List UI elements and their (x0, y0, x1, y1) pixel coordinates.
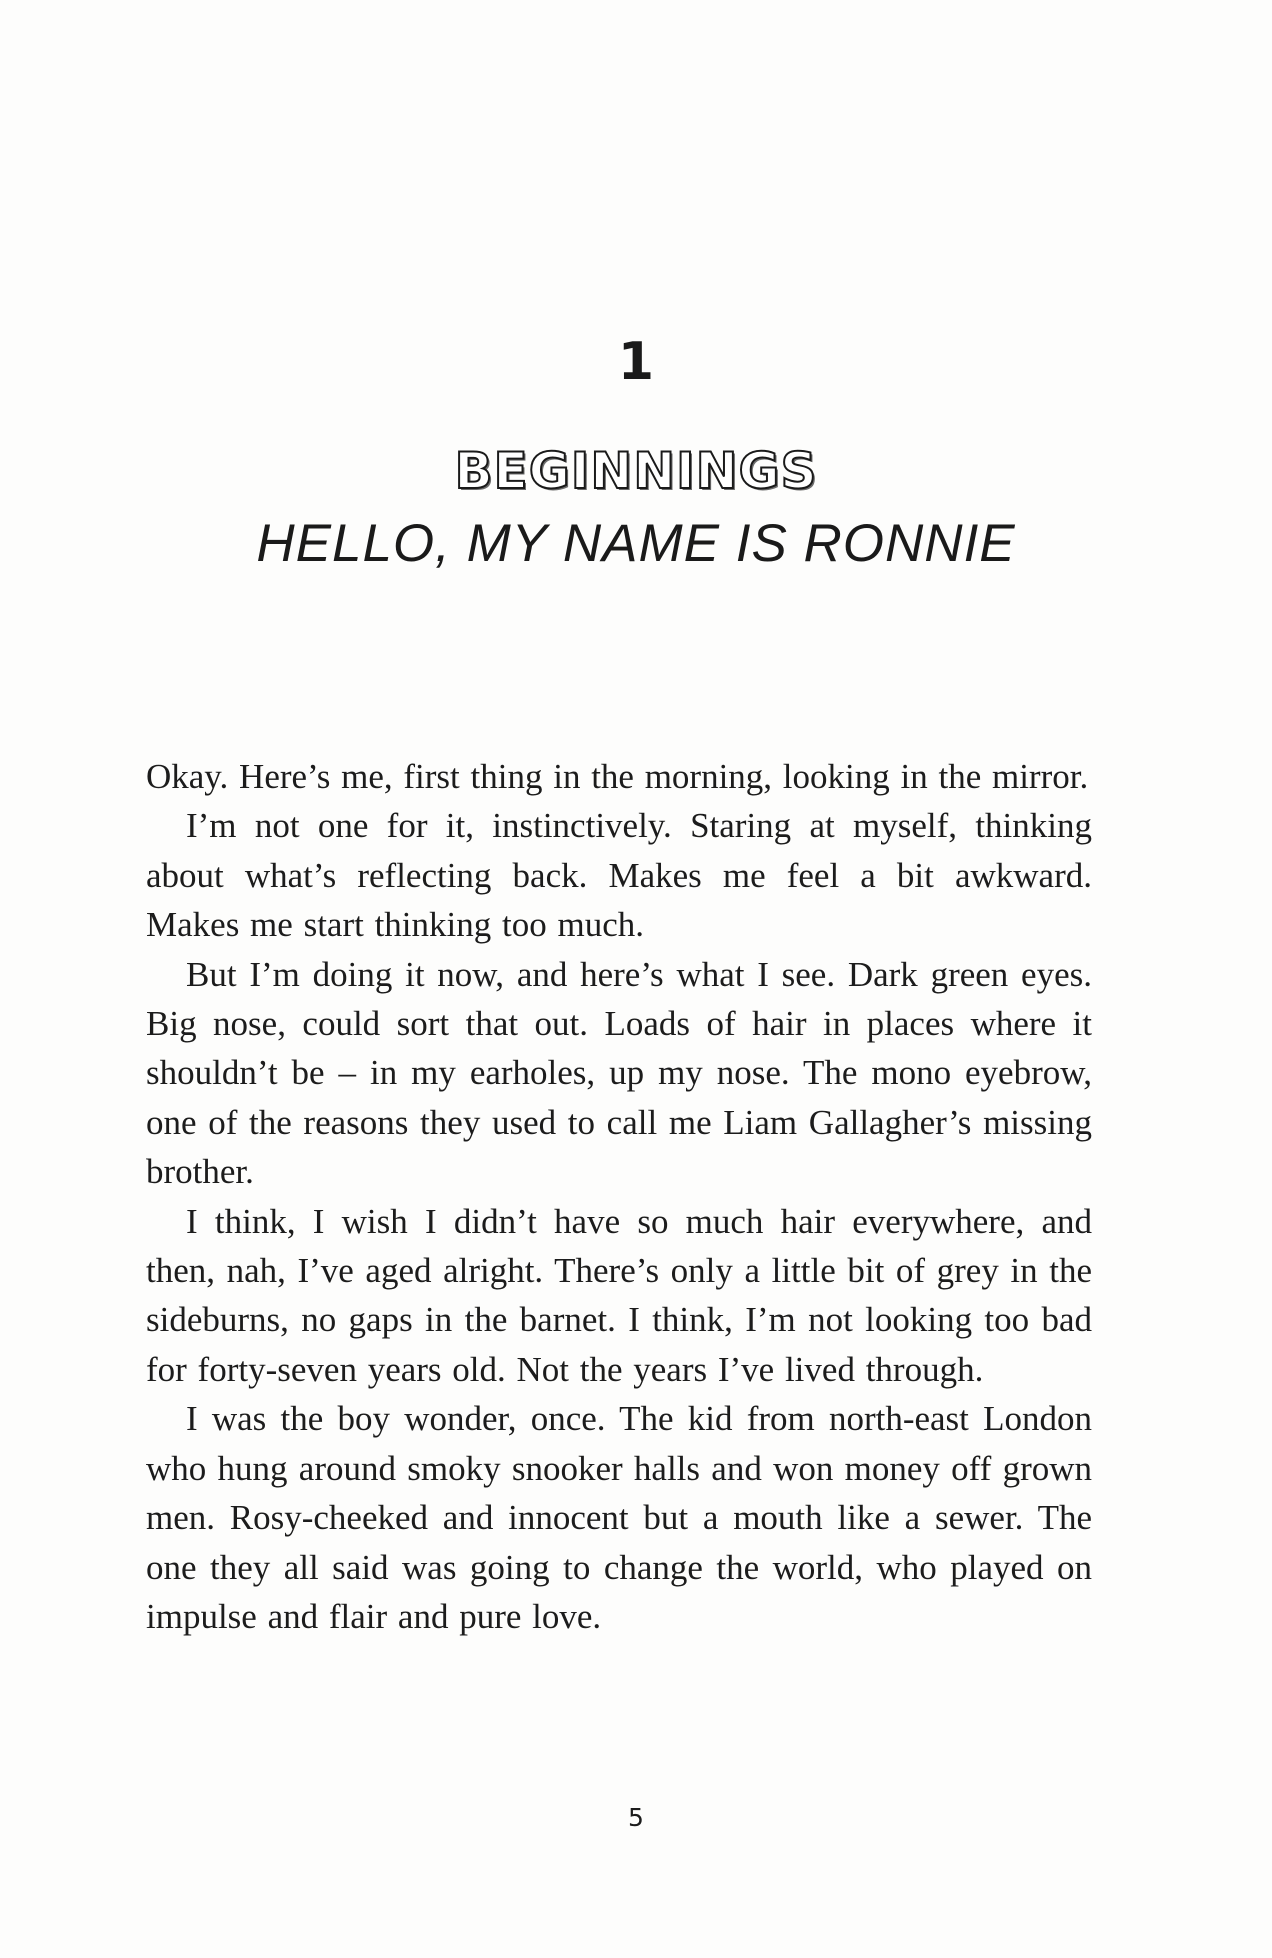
paragraph: I think, I wish I didn’t have so much hair everywhere, and then, nah, I’ve aged alright. There’s only a little bit of grey in the sideburns, no gaps in the barnet. I think, I’m not looking too bad for forty-seven years old. Not the years I’ve lived through. (146, 1201, 1092, 1389)
chapter-title: BEGINNINGS (454, 442, 818, 500)
paragraph: But I’m doing it now, and here’s what I see. Dark green eyes. Big nose, could sort that out. Loads of hair in places where it shouldn’t be – in my earholes, up my nose. The mono eyebrow, one of the reasons they used to call me Liam Gallagher’s missing brother. (146, 954, 1092, 1192)
chapter-body (146, 752, 1092, 1641)
chapter-subtitle: HELLO, MY NAME IS RONNIE (256, 514, 1016, 573)
paragraph: Okay. Here’s me, first thing in the morning, looking in the mirror. (146, 757, 1089, 796)
page-number: 5 (628, 1803, 644, 1832)
paragraph: I was the boy wonder, once. The kid from north-east London who hung around smoky snooker halls and won money off grown men. Rosy-cheeked and innocent but a mouth like a sewer. The one they all said was going to change the world, who played on impulse and flair and pure love. (146, 1399, 1092, 1636)
chapter-number: 1 (617, 332, 655, 392)
paragraph: I’m not one for it, instinctively. Staring at myself, thinking about what’s reflecting back. Makes me feel a bit awkward. Makes me start thinking too much. (146, 806, 1092, 945)
